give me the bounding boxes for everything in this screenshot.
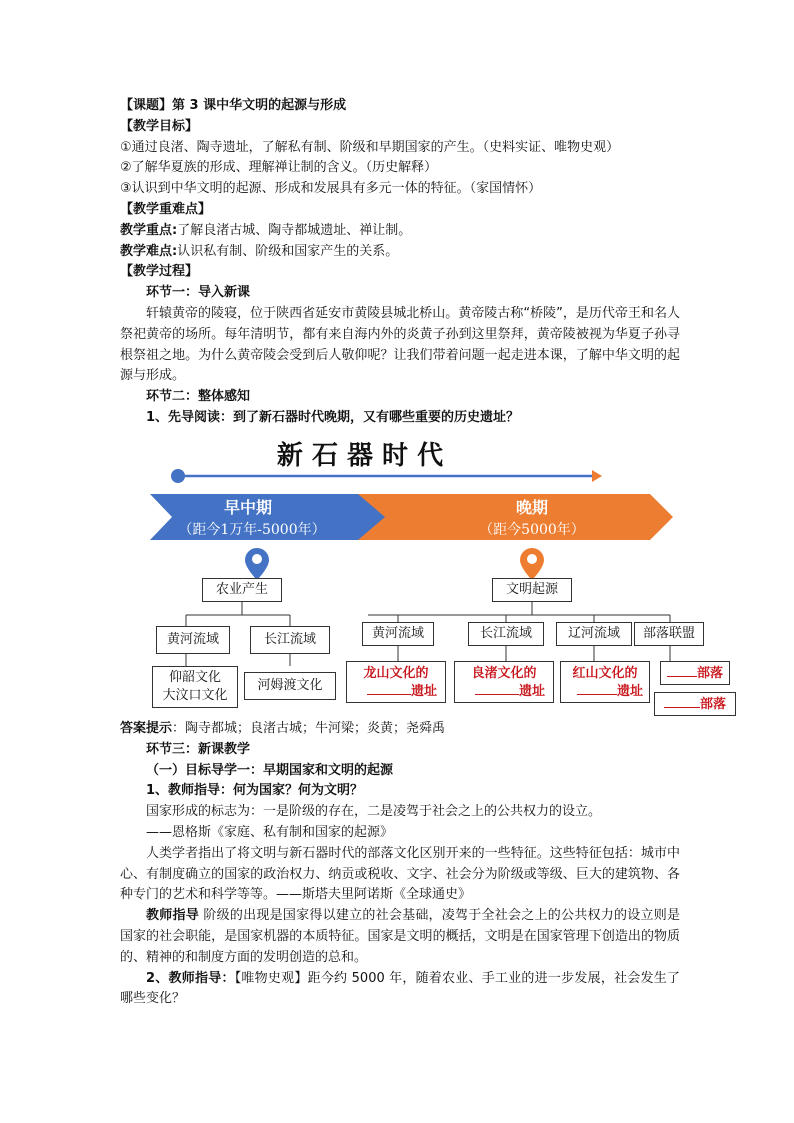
teacher-guide-explanation: 教师指导 阶级的出现是国家得以建立的社会基础，凌驾于全社会之上的公共权力的设立则是国家的社会职能，是国家机器的本质特征。国家是文明的概括，文明是在国家管理下创造出的物质的、精神的和制度方面的发明创造的总和。 — [120, 908, 680, 965]
yellow-river-box-early: 黄河流域 — [156, 626, 230, 654]
hongshan-site: 遗址 — [616, 684, 643, 699]
timeline-title: 新 石 器 时 代 — [276, 441, 444, 471]
liangzhu-blank-line — [455, 683, 553, 701]
step-1-heading: 环节一：导入新课 — [146, 285, 251, 301]
liao-river-box: 辽河流域 — [556, 622, 632, 646]
goal-3: ③认识到中华文明的起源、形成和发展具有多元一体的特征。（家国情怀） — [120, 181, 542, 197]
longshan-blank-line — [347, 683, 445, 701]
objective-1-heading: （一）目标导学一：早期国家和文明的起源 — [146, 762, 394, 778]
goals-heading: 【教学目标】 — [120, 118, 199, 134]
reading-question: 1、先导阅读：到了新石器时代晚期，又有哪些重要的历史遗址？ — [146, 409, 520, 425]
tribe-2: 部落 — [699, 697, 726, 712]
timeline-arrowhead — [592, 470, 602, 482]
teacher-guide-2: 2、教师指导：【唯物史观】距今约 5000 年，随着农业、手工业的进一步发展，社会发生了哪些变化？ — [120, 970, 680, 1007]
lesson-title: 【课题】第 3 课中华文明的起源与形成 — [120, 98, 347, 113]
step-3-heading: 环节三：新课教学 — [146, 741, 251, 757]
hongshan-site-box — [560, 661, 650, 703]
agriculture-origin-box: 农业产生 — [202, 578, 282, 602]
goal-2: ②了解华夏族的形成、理解禅让制的含义。（历史解释） — [120, 160, 438, 176]
tribe-1: 部落 — [696, 666, 723, 681]
answer-hint: 答案提示：陶寺都城；良渚古城；牛河梁；炎黄；尧舜禹 — [120, 721, 446, 736]
late-period-name: 晚期 — [515, 498, 549, 517]
state-definition: 国家形成的标志为：一是阶级的存在，二是凌驾于社会之上的公共权力的设立。 — [146, 804, 602, 820]
longshan-culture: 龙山文化的 — [363, 666, 429, 681]
early-period-name: 早中期 — [223, 498, 273, 517]
yangtze-river-box-late: 长江流域 — [468, 622, 544, 646]
yangshao-culture: 仰韶文化 — [168, 670, 221, 685]
civilization-origin-box: 文明起源 — [492, 578, 572, 602]
liangzhu-culture: 良渚文化的 — [471, 666, 537, 681]
goal-1: ①通过良渚、陶寺遗址，了解私有制、阶级和早期国家的产生。（史料实证、唯物史观） — [120, 139, 620, 155]
tribal-alliance-box: 部落联盟 — [634, 622, 704, 646]
hongshan-culture: 红山文化的 — [572, 666, 638, 681]
document-body — [120, 96, 680, 429]
hemudu-culture-box: 河姆渡文化 — [244, 672, 336, 700]
liangzhu-site: 遗址 — [518, 684, 545, 699]
late-location-pin-icon — [520, 548, 544, 580]
early-location-pin-icon — [245, 548, 269, 580]
process-heading: 【教学过程】 — [120, 264, 199, 280]
yellow-river-box-late: 黄河流域 — [362, 622, 434, 646]
difficult-point: 教学难点:认识私有制、阶级和国家产生的关系。 — [120, 243, 399, 259]
teacher-guide-1: 1、教师指导：何为国家？何为文明？ — [146, 783, 364, 799]
liangzhu-site-box — [454, 661, 554, 703]
intro-paragraph: 轩辕黄帝的陵寝，位于陕西省延安市黄陵县城北桥山。黄帝陵古称“桥陵”，是历代帝王和名人祭祀黄帝的场所。每年清明节，都有来自海内外的炎黄子孙到这里祭拜，黄帝陵被视为华夏子孙寻根祭祖之地。为什么黄帝陵会受到后人敬仰呢？让我们带着问题一起走进本课，了解中华文明的起源与形成。 — [120, 305, 680, 384]
timeline-start-dot — [171, 469, 185, 483]
tribe-2-box — [654, 692, 736, 716]
key-point: 教学重点:了解良渚古城、陶寺都城遗址、禅让制。 — [120, 222, 412, 238]
dawenkou-culture: 大汶口文化 — [162, 688, 228, 703]
yangtze-river-box-early: 长江流域 — [250, 626, 330, 654]
yangshao-dawenkou-box — [152, 666, 238, 708]
early-period-range: （距今1万年-5000年） — [178, 522, 326, 538]
late-period-range: （距今5000年） — [479, 522, 585, 538]
key-points-heading: 【教学重难点】 — [120, 201, 212, 217]
step-2-heading: 环节二：整体感知 — [146, 389, 251, 405]
civilization-features: 人类学者指出了将文明与新石器时代的部落文化区别开来的一些特征。这些特征包括：城市中心、有制度确立的国家的政治权力、纳贡或税收、文字、社会分为阶级或等级、巨大的建筑物、各种专门的艺术和科学等等。——斯塔夫里阿诺斯《全球通史》 — [120, 845, 680, 903]
tribe-1-box — [660, 661, 730, 685]
engels-citation: ——恩格斯《家庭、私有制和国家的起源》 — [146, 824, 394, 840]
longshan-site-box — [346, 661, 446, 703]
document-body-continued — [120, 719, 680, 1010]
longshan-site: 遗址 — [410, 684, 437, 699]
neolithic-timeline-diagram — [140, 428, 726, 723]
hongshan-blank-line — [561, 683, 649, 701]
